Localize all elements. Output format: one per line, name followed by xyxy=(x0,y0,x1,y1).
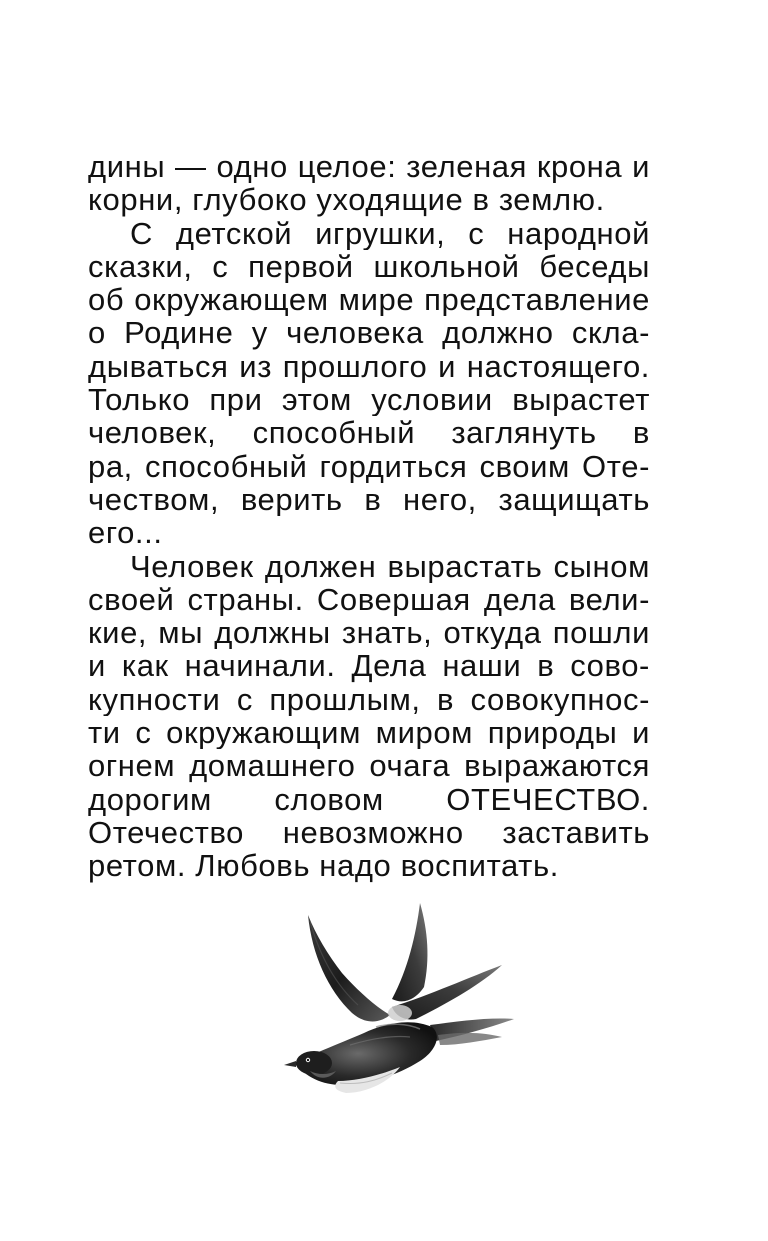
text-line: дываться из прошлого и настоящего. xyxy=(88,349,650,384)
text-line: чеством, верить в него, защищать xyxy=(88,482,650,517)
text-line: своей страны. Совершая дела вели- xyxy=(88,582,650,617)
text-line: о Родине у человека должно скла- xyxy=(88,316,650,350)
body-text xyxy=(88,150,650,883)
left-wing xyxy=(308,915,390,1022)
text-line: Только при этом условии вырастет xyxy=(88,383,650,417)
text-line: и как начинали. Дела наши в сово- xyxy=(88,649,650,683)
right-wing-top xyxy=(392,903,427,1001)
swallow-icon xyxy=(280,895,520,1110)
text-line: сказки, с первой школьной беседы xyxy=(88,249,650,284)
head xyxy=(296,1051,332,1075)
text-line: огнем домашнего очага выражаются xyxy=(88,749,650,783)
text-line: его... xyxy=(88,515,163,551)
text-line: купности с прошлым, в совокупнос- xyxy=(88,682,650,717)
text-line: об окружающем мире представление xyxy=(88,283,650,317)
text-line: дорогим словом ОТЕЧЕСТВО. xyxy=(88,782,650,816)
text-line: корни, глубоко уходящие в землю. xyxy=(88,182,605,218)
text-line: ти с окружающим миром природы и xyxy=(88,716,650,750)
text-line: Человек должен вырастать сыном xyxy=(130,549,650,583)
text-line: ретом. Любовь надо воспитать. xyxy=(88,848,559,884)
text-line: кие, мы должны знать, откуда пошли xyxy=(88,616,650,650)
beak xyxy=(284,1061,296,1067)
text-line: Отечество невозможно заставить xyxy=(88,815,650,850)
text-line: С детской игрушки, с народной xyxy=(130,216,650,250)
text-line: дины — одно целое: зеленая крона и xyxy=(88,150,650,184)
text-line: ра, способный гордиться своим Оте- xyxy=(88,449,650,483)
text-line: человек, способный заглянуть в xyxy=(88,416,650,450)
swallow-illustration xyxy=(280,895,520,1110)
